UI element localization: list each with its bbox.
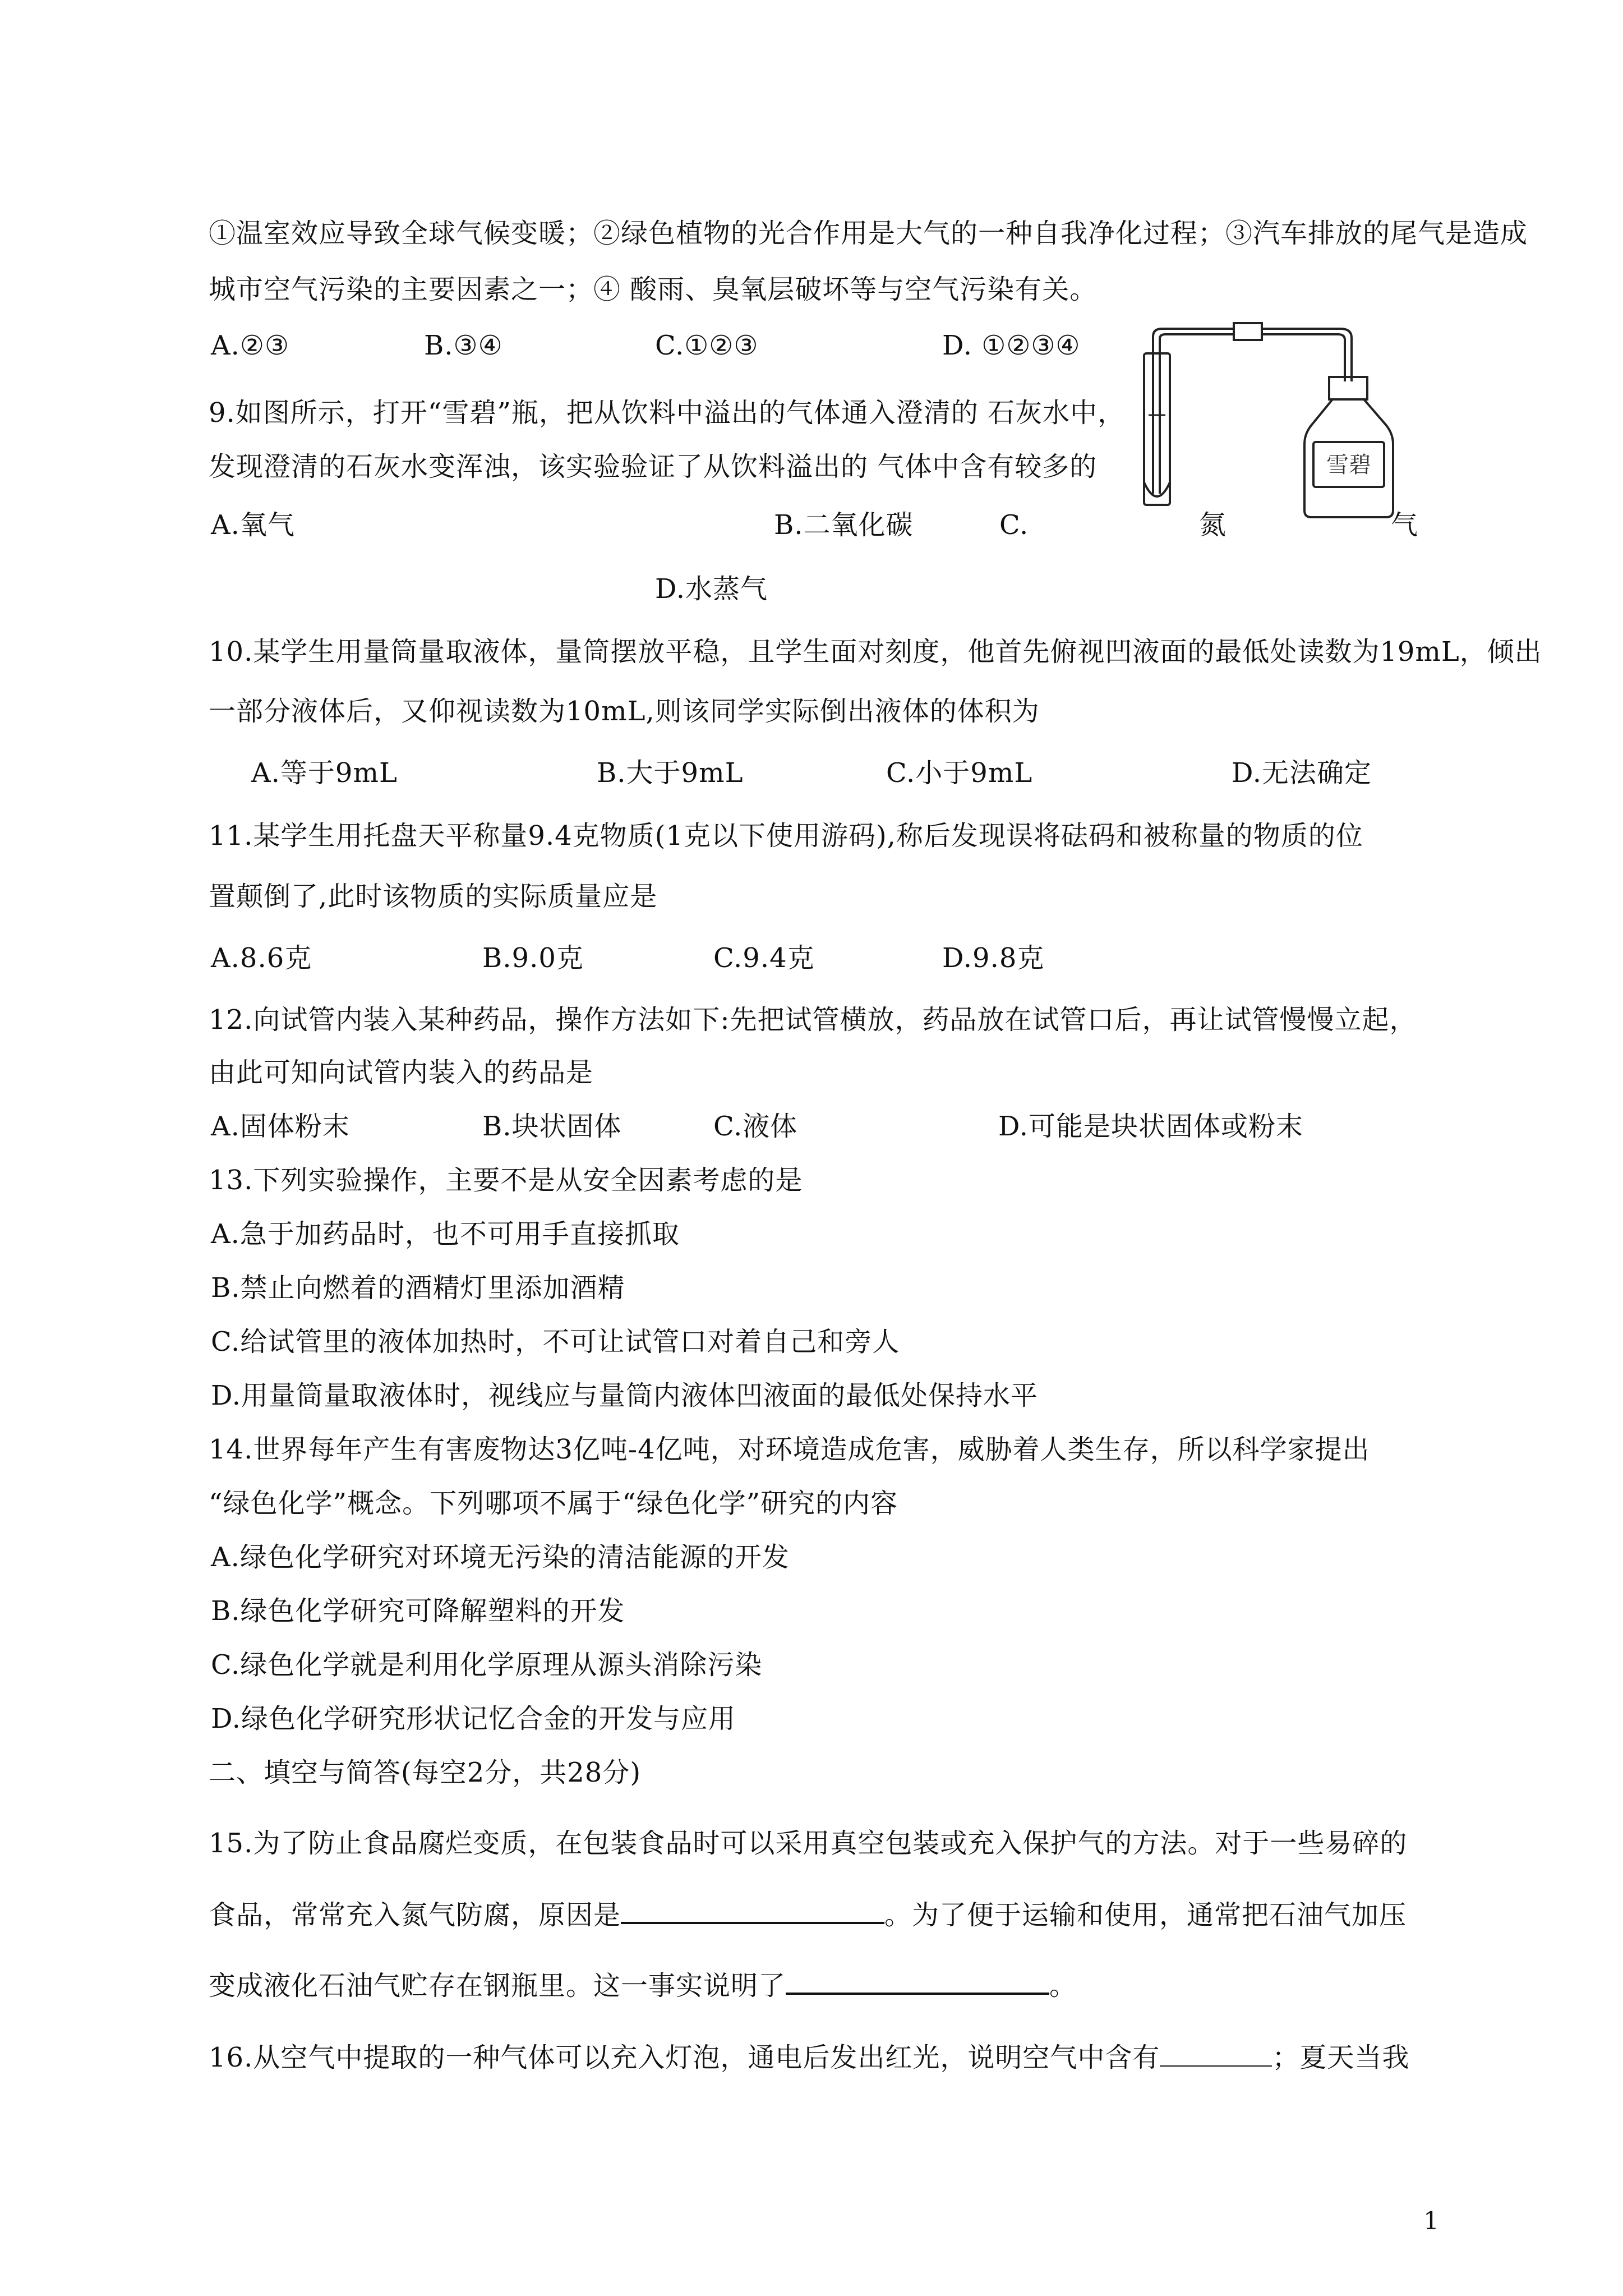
q9-option-b: B.二氧化碳 bbox=[774, 509, 914, 541]
q13-option-b: B.禁止向燃着的酒精灯里添加酒精 bbox=[211, 1272, 625, 1304]
q10-option-d: D.无法确定 bbox=[1232, 757, 1372, 789]
q15-line-3 bbox=[209, 1968, 1077, 2004]
q8-option-a: A.②③ bbox=[211, 330, 289, 361]
q10-option-b: B.大于9mL bbox=[597, 757, 744, 789]
q15-line-2 bbox=[209, 1897, 1407, 1933]
q15-answer-blank-1[interactable] bbox=[621, 1897, 884, 1924]
q14-option-c: C.绿色化学就是利用化学原理从源头消除污染 bbox=[211, 1649, 763, 1681]
q12-line-2: 由此可知向试管内装入的药品是 bbox=[209, 1057, 594, 1088]
page-number: 1 bbox=[1423, 2207, 1439, 2235]
q9-option-c: C. bbox=[999, 509, 1029, 541]
q14-option-d: D.绿色化学研究形状记忆合金的开发与应用 bbox=[211, 1703, 736, 1734]
q8-option-d: D. ①②③④ bbox=[942, 330, 1081, 361]
q16-line-1-end: ；夏天当我 bbox=[1272, 2042, 1410, 2073]
q14-option-a: A.绿色化学研究对环境无污染的清洁能源的开发 bbox=[211, 1542, 790, 1573]
q8-option-c: C.①②③ bbox=[655, 330, 759, 361]
q12-option-c: C.液体 bbox=[713, 1111, 798, 1142]
q11-line-1: 11.某学生用托盘天平称量9.4克物质(1克以下使用游码),称后发现误将砝码和被称量的物质的位 bbox=[209, 820, 1363, 852]
q11-option-c: C.9.4克 bbox=[713, 942, 815, 974]
q14-option-b: B.绿色化学研究可降解塑料的开发 bbox=[211, 1595, 625, 1627]
q10-option-a: A.等于9mL bbox=[251, 757, 398, 789]
q15-line-2-end: 。为了便于运输和使用，通常把石油气加压 bbox=[884, 1899, 1407, 1931]
q14-line-2: “绿色化学”概念。下列哪项不属于“绿色化学”研究的内容 bbox=[209, 1488, 898, 1519]
q15-line-3-start: 变成液化石油气贮存在钢瓶里。这一事实说明了 bbox=[209, 1970, 786, 2001]
q12-line-1: 12.向试管内装入某种药品，操作方法如下:先把试管横放，药品放在试管口后，再让试管慢慢立起， bbox=[209, 1004, 1417, 1036]
q11-line-2: 置颠倒了,此时该物质的实际质量应是 bbox=[209, 881, 658, 912]
q9-option-c-char-1: 氮 bbox=[1199, 509, 1227, 541]
sprite-bottle-apparatus-figure bbox=[1133, 314, 1447, 527]
q9-option-a: A.氧气 bbox=[211, 509, 295, 541]
q16-line-1 bbox=[209, 2040, 1409, 2076]
sprite-bottle-icon bbox=[1304, 377, 1393, 517]
q13-stem: 13.下列实验操作，主要不是从安全因素考虑的是 bbox=[209, 1165, 803, 1196]
q11-option-d: D.9.8克 bbox=[942, 942, 1045, 974]
section-2-heading: 二、填空与简答(每空2分，共28分) bbox=[209, 1757, 642, 1788]
q14-line-1: 14.世界每年产生有害废物达3亿吨-4亿吨，对环境造成危害，威胁着人类生存，所以科学家提出 bbox=[209, 1434, 1370, 1465]
q9-option-c-char-2: 气 bbox=[1391, 509, 1419, 541]
q15-line-3-end: 。 bbox=[1049, 1970, 1077, 2001]
q15-line-1: 15.为了防止食品腐烂变质，在包装食品时可以采用真空包装或充入保护气的方法。对于一些易碎的 bbox=[209, 1828, 1408, 1859]
q12-option-a: A.固体粉末 bbox=[211, 1111, 350, 1142]
q16-line-1-start: 16.从空气中提取的一种气体可以充入灯泡，通电后发出红光，说明空气中含有 bbox=[209, 2042, 1160, 2073]
q11-option-b: B.9.0克 bbox=[482, 942, 584, 974]
q8-line-2: 城市空气污染的主要因素之一；④ 酸雨、臭氧层破坏等与空气污染有关。 bbox=[209, 274, 1098, 305]
q16-answer-blank-1[interactable] bbox=[1160, 2041, 1272, 2067]
q15-line-2-start: 食品，常常充入氮气防腐，原因是 bbox=[209, 1899, 621, 1931]
delivery-tube-icon bbox=[1153, 323, 1352, 494]
q11-option-a: A.8.6克 bbox=[211, 942, 312, 974]
q13-option-d: D.用量筒量取液体时，视线应与量筒内液体凹液面的最低处保持水平 bbox=[211, 1380, 1039, 1411]
q8-line-1: ①温室效应导致全球气候变暖；②绿色植物的光合作用是大气的一种自我净化过程；③汽车排放的尾气是造成 bbox=[209, 218, 1528, 249]
q10-option-c: C.小于9mL bbox=[886, 757, 1033, 789]
test-tube-icon bbox=[1144, 353, 1170, 505]
q13-option-c: C.给试管里的液体加热时，不可让试管口对着自己和旁人 bbox=[211, 1326, 900, 1358]
q9-line-2: 发现澄清的石灰水变浑浊，该实验验证了从饮料溢出的 气体中含有较多的 bbox=[209, 451, 1098, 482]
bottle-label: 雪碧 bbox=[1326, 452, 1371, 478]
q12-option-d: D.可能是块状固体或粉末 bbox=[998, 1111, 1304, 1142]
q12-option-b: B.块状固体 bbox=[482, 1111, 622, 1142]
q10-line-1: 10.某学生用量筒量取液体，量筒摆放平稳，且学生面对刻度，他首先俯视凹液面的最低处读数为19mL，倾出 bbox=[209, 636, 1542, 668]
q13-option-a: A.急于加药品时，也不可用手直接抓取 bbox=[211, 1218, 680, 1250]
q10-line-2: 一部分液体后，又仰视读数为10mL,则该同学实际倒出液体的体积为 bbox=[209, 696, 1040, 727]
q9-line-1: 9.如图所示，打开“雪碧”瓶，把从饮料中溢出的气体通入澄清的 石灰水中， bbox=[209, 397, 1126, 429]
q9-option-d: D.水蒸气 bbox=[655, 573, 768, 605]
q15-answer-blank-2[interactable] bbox=[786, 1968, 1049, 1995]
q8-option-b: B.③④ bbox=[424, 330, 503, 361]
